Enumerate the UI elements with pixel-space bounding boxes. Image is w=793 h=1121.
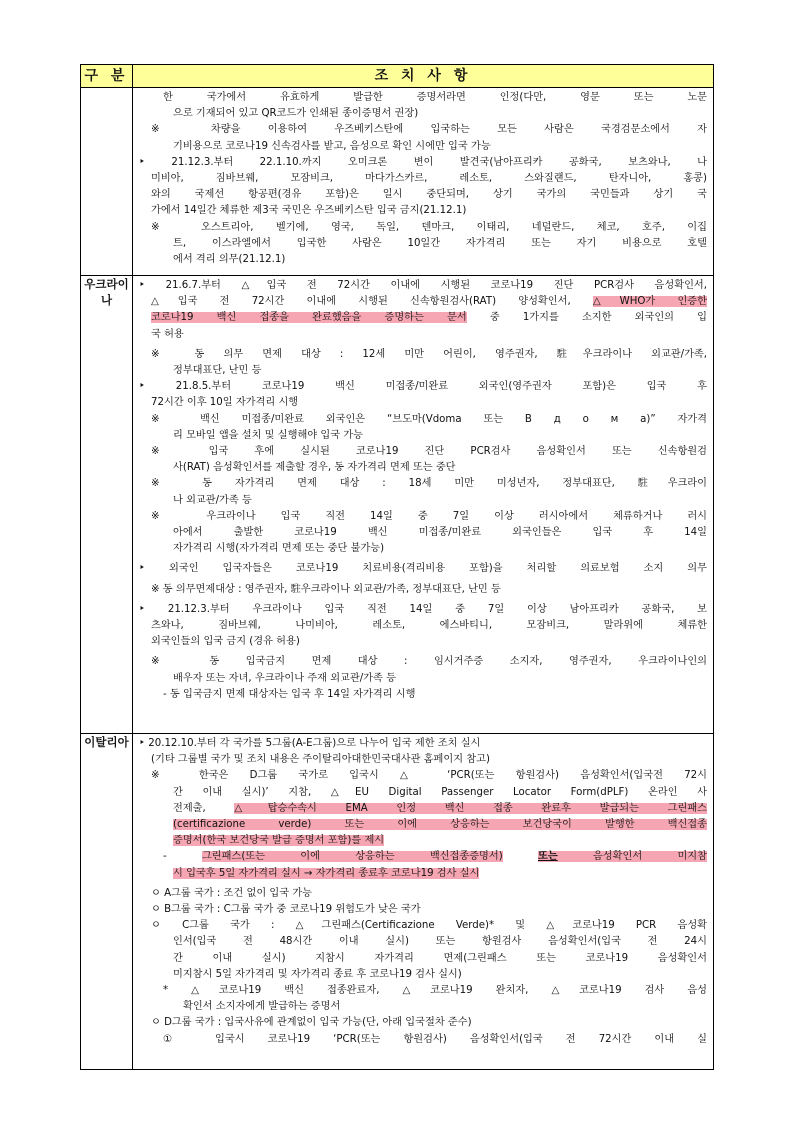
note-line: ※ 입국 후에 실시된 코로나19 진단 PCR검사 음성확인서 또는 신속항원검 — [151, 446, 707, 458]
text-line — [139, 866, 707, 882]
emphasized-text: 또는 — [538, 851, 558, 863]
text-line: 가에서 14일간 체류한 제3국 국민은 우즈베키스탄 입국 금지(21.12.1) — [151, 205, 467, 217]
bullet-line: ‣ 21.12.3.부터 우크라이나 입국 직전 14일 중 7일 이상 남아프리카 공화국, 보 — [139, 603, 707, 615]
highlighted-text: 음성확인서 미지참 — [557, 851, 707, 863]
text-segment: 전제출, — [173, 802, 235, 814]
highlighted-text: 시 입국후 5일 자가격리 실시 → 자가격리 종료후 코로나19 검사 실시 — [173, 867, 480, 879]
text-line: 사(RAT) 음성확인서를 제출할 경우, 동 자가격리 면제 또는 중단 — [173, 462, 456, 474]
bullet-line: ‣ 20.12.10.부터 각 국가를 5그룹(A-E그룹)으로 나누어 입국 제한 조치 실시 — [139, 738, 481, 749]
bullet-line: ‣ 21.6.7.부터 △입국 전 72시간 이내에 시행된 코로나19 진단 PCR검사 음성확인서, — [139, 280, 707, 291]
note-line: ※ 백신 미접종/미완료 외국인은 “브도마(Vdoma 또는 В д о м а)” 자가격 — [151, 413, 707, 425]
bullet-line: ‣ 21.12.3.부터 22.1.10.까지 오미크론 변이 발견국(남아프리카 공화국, 보츠와나, 나 — [139, 156, 707, 168]
note-line: ※ 차량을 이용하여 우즈베키스탄에 입국하는 모든 사람은 국경검문소에서 자 — [151, 124, 707, 136]
text-line: 아에서 출발한 코로나19 백신 미접종/미완료 외국인들은 입국 후 14일 — [173, 527, 707, 539]
table-header-row — [81, 65, 714, 88]
bullet-line: ‣ 21.8.5.부터 코로나19 백신 미접종/미완료 외국인(영주권자 포함)은 입국 후 — [139, 381, 707, 393]
text-line — [139, 833, 707, 849]
text-line: 자가격리 시행(자가격리 면제 또는 중단 불가능) — [173, 543, 385, 555]
country-cell-ukraine: 우크라이나 — [81, 276, 133, 734]
header-category: 구 분 — [81, 65, 133, 88]
text-line: 72시간 이후 10일 자가격리 시행 — [151, 397, 299, 409]
country-cell-empty — [81, 88, 133, 276]
note-line: ※ 동 자가격리 면제 대상 : 18세 미만 미성년자, 정부대표단, 駐우크라이 — [151, 478, 707, 490]
text-segment — [503, 851, 538, 862]
text-line: 기비용으로 코로나19 신속검사를 받고, 음성으로 확인 시에만 입국 가능 — [173, 140, 491, 152]
note-line: ※ 동 입국금지 면제 대상 : 임시거주증 소지자, 영주권자, 우크라이나인의 — [151, 656, 707, 668]
text-line: 리 모바일 앱을 설치 및 실행해야 입국 가능 — [173, 429, 363, 441]
text-line: 확인서 소지자에게 발급하는 증명서 — [183, 1001, 341, 1013]
text-line — [139, 801, 707, 817]
text-line — [139, 310, 707, 326]
measures-cell — [133, 88, 714, 276]
table-row-uzbekistan-cont — [81, 88, 714, 276]
highlighted-text: (certificazione verde) 또는 이에 상응하는 보건당국이 발행한 백신접종 — [173, 819, 707, 831]
dash-line — [139, 849, 707, 865]
text-line: 미지참시 5일 자가격리 및 자가격리 종료 후 코로나19 검사 실시) — [173, 968, 462, 980]
text-segment: - — [163, 851, 202, 863]
text-line: 트, 이스라엘에서 입국한 사람은 10일간 자가격리 또는 자기 비용으로 호텔 — [173, 237, 707, 249]
text-line: 으로 기재되어 있고 QR코드가 인쇄된 종이증명서 권장) — [173, 108, 419, 120]
table-row-italy — [81, 734, 714, 1070]
note-line: ※ 우크라이나 입국 직전 14일 중 7일 이상 러시아에서 체류하거나 러시 — [151, 510, 707, 522]
table-row-ukraine — [81, 276, 714, 734]
dash-line: - 동 입국금지 면제 대상자는 입국 후 14일 자가격리 시행 — [163, 688, 416, 700]
text-line: 국 허용 — [151, 328, 184, 340]
measures-cell — [133, 276, 714, 734]
text-line: (기타 그룹별 국가 및 조치 내용은 주이탈리아대한민국대사관 홈페이지 참고) — [151, 754, 490, 766]
text-line: 간 이내 실시) 지참시 자가격리 면제(그린패스 또는 코로나19 음성확인서 — [173, 952, 707, 964]
text-line: 간 이내 실시)’ 지참, △EU Digital Passenger Locator Form(dPLF) 온라인 사 — [173, 786, 707, 798]
text-segment: 중 1가지를 소지한 외국인의 입 — [466, 312, 707, 324]
measures-cell — [133, 734, 714, 1070]
bullet-line: ‣ 외국인 입국자들은 코로나19 치료비용(격리비용 포함)을 처리할 의료보험 소지 의무 — [139, 563, 707, 575]
note-line: ※ 한국은 D그룹 국가로 입국시 △ ‘PCR(또는 항원검사) 음성확인서(입국전 72시 — [151, 770, 707, 782]
text-line — [139, 294, 707, 310]
group-line: ㅇ D그룹 국가 : 입국사유에 관계없이 입국 가능(단, 아래 입국절차 준수) — [151, 1017, 472, 1029]
measures-table — [80, 64, 714, 1070]
text-line: 미비아, 짐바브웨, 모잠비크, 마다가스카르, 레소토, 스와질랜드, 탄자니아, 홍콩) — [151, 173, 707, 185]
text-line: 츠와나, 짐바브웨, 나미비아, 레소토, 에스바티니, 모잠비크, 말라위에 체류한 — [151, 620, 707, 632]
highlighted-text: 그린패스(또는 이에 상응하는 백신접종증명서) — [201, 851, 503, 863]
text-line: 외국인들의 입국 금지 (경유 허용) — [151, 636, 300, 648]
text-line: 인서(입국 전 48시간 이내 실시) 또는 항원검사 음성확인서(입국 전 24시 — [173, 936, 707, 948]
numbered-line: ① 입국시 코로나19 ‘PCR(또는 항원검사) 음성확인서(입국 전 72시간 이내 실 — [163, 1033, 707, 1045]
text-segment: △입국 전 72시간 이내에 시행된 신속항원검사(RAT) 양성확인서, — [151, 296, 593, 308]
text-line: 한 국가에서 유효하게 발급한 증명서라면 인정(다만, 영문 또는 노문 — [163, 92, 707, 103]
highlighted-text: △탑승수속시 EMA 인정 백신 접종 완료후 발급되는 그린패스 — [234, 802, 707, 814]
note-line: ※ 동 의무면제대상 : 영주권자, 駐우크라이나 외교관/가족, 정부대표단, 난민 등 — [151, 583, 501, 595]
group-line: ㅇ B그룹 국가 : C그룹 국가 중 코로나19 위험도가 낮은 국가 — [151, 904, 421, 916]
group-line: ㅇ A그룹 국가 : 조건 없이 입국 가능 — [151, 887, 313, 899]
highlighted-text: 코로나19 백신 접종을 완료했음을 증명하는 문서 — [151, 312, 467, 324]
text-line: 정부대표단, 난민 등 — [173, 365, 262, 377]
country-cell-italy: 이탈리아 — [81, 734, 133, 1070]
note-line: ※ 동 의무 면제 대상 : 12세 미만 어린이, 영주권자, 駐우크라이나 외교관/가족, — [151, 348, 707, 360]
note-line: ※ 오스트리아, 벨기에, 영국, 독일, 덴마크, 이태리, 네덜란드, 체코, 호주, 이집 — [151, 221, 707, 233]
header-measures: 조 치 사 항 — [133, 65, 714, 88]
text-line: 와의 국제선 항공편(경유 포함)은 일시 중단되며, 상기 국가의 국민들과 상기 국 — [151, 189, 707, 201]
footnote-line: * △코로나19 백신 접종완료자, △코로나19 완치자, △코로나19 검사 음성 — [163, 985, 707, 997]
text-line — [139, 817, 707, 833]
highlighted-text: △WHO가 인증한 — [592, 296, 707, 308]
text-line: 배우자 또는 자녀, 우크라이나 주재 외교관/가족 등 — [173, 672, 396, 684]
text-line: 나 외교관/가족 등 — [173, 494, 252, 506]
group-line: ㅇ C그룹 국가 : △그린패스(Certificazione Verde)* 및 △코로나19 PCR 음성확 — [151, 920, 707, 932]
highlighted-text: 증명서(한국 보건당국 발급 증명서 포함)를 제시 — [173, 835, 385, 847]
text-line: 에서 격리 의무(21.12.1) — [173, 254, 286, 266]
